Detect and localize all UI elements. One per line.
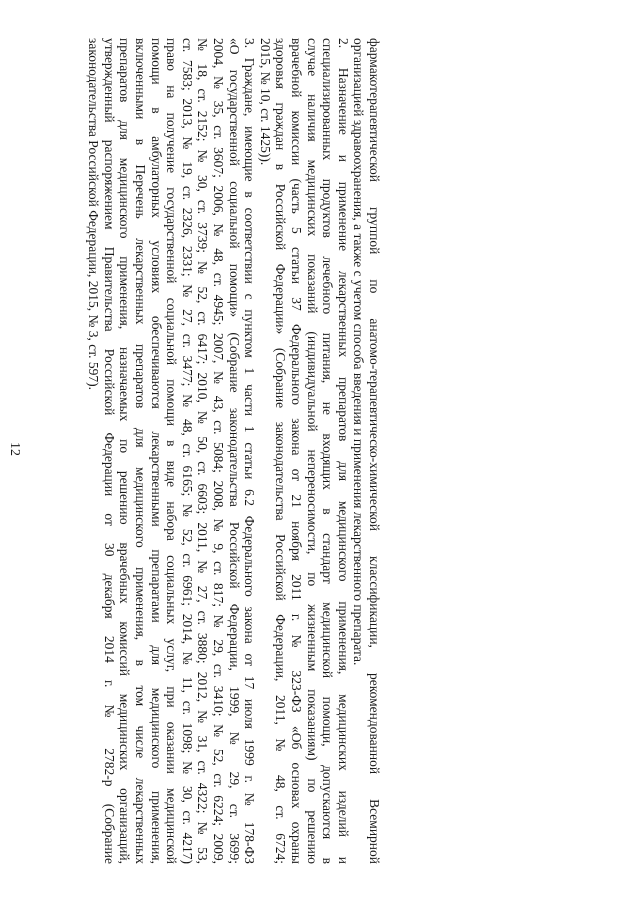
text-line: утвержденный распоряжением Правительства Российской Федерации от 30 декабря 2014 г. № 2782-р (Собрание <box>101 38 117 864</box>
text-line: организацией здравоохранения, а также с учетом способа введения и применения лекарственного препарата. <box>351 38 367 666</box>
text-line: право на получение государственной социальной помощи в виде набора социальных услуг, при оказании медицинской <box>164 38 180 864</box>
text-line: ст. 7583; 2013, № 19, ст. 2326, 2331; № 27, ст. 3477; № 48, ст. 6165; № 52, ст. 6961; 2014, № 11, ст. 1098; № 30, ст. 4217) <box>179 38 195 864</box>
text-line: помощи в амбулаторных условиях обеспечиваются лекарственными препаратами для медицинского применения, <box>148 38 164 864</box>
text-line: здоровья граждан в Российской Федерации» (Собрание законодательства Российской Федерации, 2011, № 48, ст. 6724; <box>273 38 289 864</box>
text-line: врачебной комиссии (часть 5 статьи 37 Федерального закона от 21 ноября 2011 г. № 323-ФЗ «Об основах охраны <box>289 38 305 864</box>
text-line: 2004, № 35, ст. 3607; 2006, № 48, ст. 4945; 2007, № 43, ст. 5084; 2008, № 9, ст. 817; № 29, ст. 3410; № 52, ст. 6224; 2009, <box>211 38 227 864</box>
text-line: № 18, ст. 2152; № 30, ст. 3739; № 52, ст. 6417; 2010, № 50, ст. 6603; 2011, № 27, ст. 3880; 2012, № 31, ст. 4322; № 53, <box>195 38 211 864</box>
text-line: фармакотерапевтической группой по анатомо-терапевтическо-химической классификации, рекомендованной Всемирной <box>367 38 382 864</box>
document-text-block <box>86 38 382 864</box>
text-line: препаратов для медицинского применения, назначаемых по решению врачебных комиссий медицинских организаций, <box>117 38 133 864</box>
text-line: «О государственной социальной помощи» (Собрание законодательства Российской Федерации, 1999, № 29, ст. 3699; <box>226 38 242 864</box>
text-line: 3. Граждане, имеющие в соответствии с пунктом 1 части 1 статьи 6.2 Федерального закона от 17 июля 1999 г. № 178-ФЗ <box>242 38 258 864</box>
text-line: включенными в Перечень лекарственных препаратов для медицинского применения, в том числе лекарственных <box>133 38 149 864</box>
text-line: случае наличия медицинских показаний (индивидуальной непереносимости, по жизненным показаниям) по решению <box>304 38 320 864</box>
text-line: специализированных продуктов лечебного питания, не входящих в стандарт медицинской помощи, допускаются в <box>320 38 336 864</box>
page-number: 12 <box>7 442 22 456</box>
text-line: законодательства Российской Федерации, 2015, № 3, ст. 597). <box>86 38 102 390</box>
text-line: 2. Назначение и применение лекарственных препаратов для медицинского применения, медицинских изделий и <box>335 38 351 864</box>
text-line: 2015, № 10, ст. 1425)). <box>257 38 273 166</box>
